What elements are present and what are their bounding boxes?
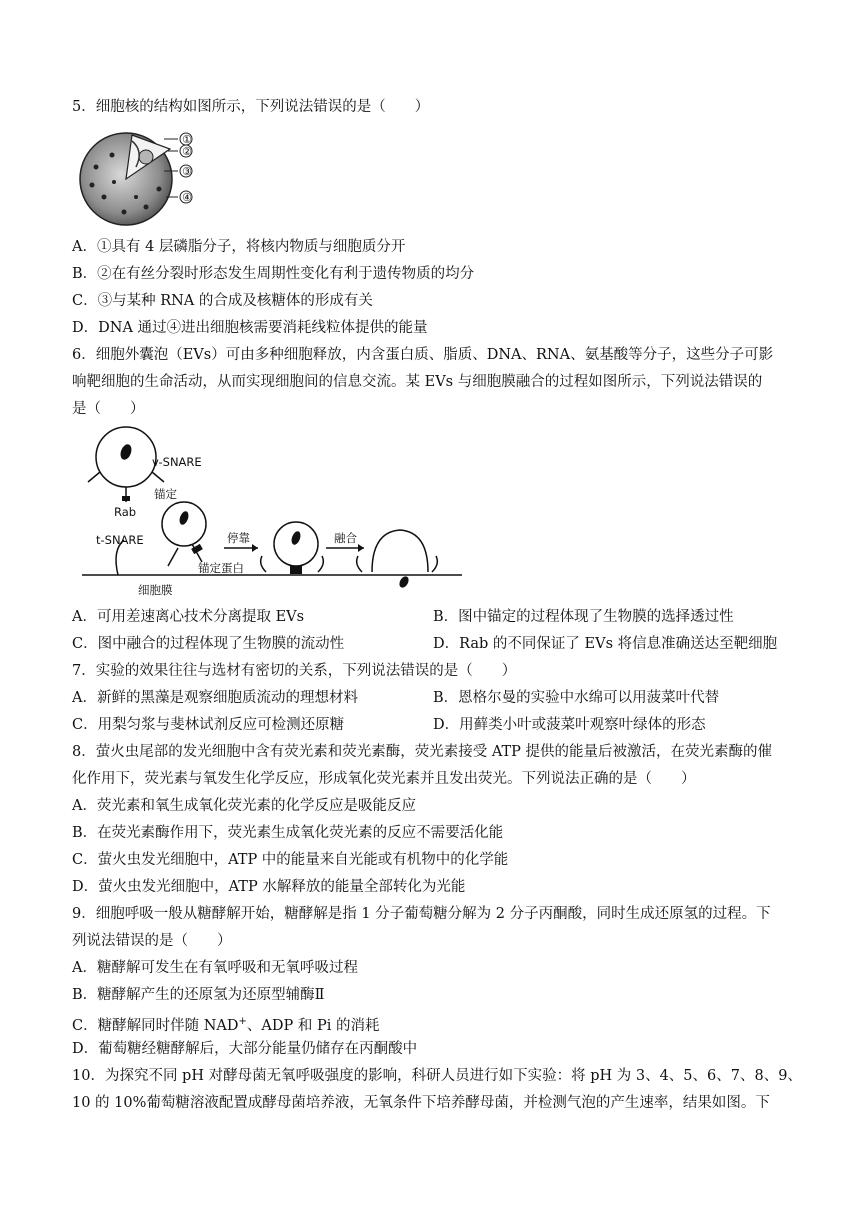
q9-option-a: A．糖酵解可发生在有氧呼吸和无氧呼吸过程	[72, 960, 358, 976]
dock-label: 停靠	[227, 531, 250, 545]
q6-option-b: B．图中锚定的过程体现了生物膜的选择透过性	[433, 609, 734, 625]
q5-option-d: D．DNA 通过④进出细胞核需要消耗线粒体提供的能量	[72, 320, 428, 336]
evs-fusion-figure	[82, 422, 482, 602]
q8-stem-line-2: 化作用下，荧光素与氧发生化学反应，形成氧化荧光素并且发出荧光。下列说法正确的是（ ）	[72, 771, 696, 787]
q5-option-a: A．①具有 4 层磷脂分子，将核内物质与细胞质分开	[72, 239, 406, 255]
rab-label: Rab	[114, 505, 137, 519]
label-3: ③	[182, 165, 192, 178]
nucleus-figure	[74, 127, 204, 227]
q6-stem-line-3: 是（ ）	[72, 401, 145, 417]
q5-option-c: C．③与某种 RNA 的合成及核糖体的形成有关	[72, 293, 373, 309]
fusion-label: 融合	[334, 531, 357, 545]
nucleolus	[139, 150, 153, 164]
q6-stem-line-1: 6．细胞外囊泡（EVs）可由多种细胞释放，内含蛋白质、脂质、DNA、RNA、氨基酸等分子，这些分子可影	[72, 347, 774, 363]
q5-option-b: B．②在有丝分裂时形态发生周期性变化有利于遗传物质的均分	[72, 266, 475, 282]
q10-stem-line-1: 10．为探究不同 pH 对酵母菌无氧呼吸强度的影响，科研人员进行如下实验：将 pH 为 3、4、5、6、7、8、9、	[72, 1068, 802, 1084]
q7-option-b: B．恩格尔曼的实验中水绵可以用菠菜叶代替	[433, 690, 720, 706]
q5-stem: 5．细胞核的结构如图所示，下列说法错误的是（ ）	[72, 99, 430, 115]
label-4: ④	[182, 191, 192, 204]
q9-stem-line-2: 列说法错误的是（ ）	[72, 933, 232, 949]
v-snare-label: v-SNARE	[152, 455, 202, 469]
anchor-protein-label: 锚定蛋白	[198, 561, 244, 575]
anchor-label: 锚定	[154, 487, 177, 501]
q9-option-c-pre: C．糖酵解同时伴随 NAD	[72, 1017, 239, 1034]
q9-option-b: B．糖酵解产生的还原氢为还原型辅酶Ⅱ	[72, 987, 325, 1003]
q9-option-c	[72, 1012, 379, 1036]
membrane-label: 细胞膜	[138, 583, 173, 597]
q9-option-c-post: 、ADP 和 Pi 的消耗	[246, 1017, 380, 1034]
label-2: ②	[182, 145, 192, 158]
q6-option-a: A．可用差速离心技术分离提取 EVs	[72, 609, 305, 625]
q7-stem: 7．实验的效果往往与选材有密切的关系，下列说法错误的是（ ）	[72, 663, 517, 679]
q7-option-a: A．新鲜的黑藻是观察细胞质流动的理想材料	[72, 690, 358, 706]
q8-option-c: C．萤火虫发光细胞中，ATP 中的能量来自光能或有机物中的化学能	[72, 852, 509, 868]
q9-option-c-sup: +	[238, 1016, 247, 1027]
label-1: ①	[182, 133, 192, 146]
q6-option-c: C．图中融合的过程体现了生物膜的流动性	[72, 636, 345, 652]
q7-option-c: C．用梨匀浆与斐林试剂反应可检测还原糖	[72, 717, 345, 733]
q6-option-d: D．Rab 的不同保证了 EVs 将信息准确送达至靶细胞	[433, 636, 778, 652]
q8-option-d: D．萤火虫发光细胞中，ATP 水解释放的能量全部转化为光能	[72, 879, 466, 895]
t-snare-label: t-SNARE	[96, 533, 144, 547]
q9-stem-line-1: 9．细胞呼吸一般从糖酵解开始，糖酵解是指 1 分子葡萄糖分解为 2 分子丙酮酸，同时生成还原氢的过程。下	[72, 906, 771, 922]
q10-stem-line-2: 10 的 10%葡萄糖溶液配置成酵母菌培养液，无氧条件下培养酵母菌，并检测气泡的产生速率，结果如图。下	[72, 1095, 770, 1111]
q8-option-a: A．荧光素和氧生成氧化荧光素的化学反应是吸能反应	[72, 798, 416, 814]
q7-option-d: D．用藓类小叶或菠菜叶观察叶绿体的形态	[433, 717, 706, 733]
q6-stem-line-2: 响靶细胞的生命活动，从而实现细胞间的信息交流。某 EVs 与细胞膜融合的过程如图所示，下列说法错误的	[72, 374, 763, 390]
q8-option-b: B．在荧光素酶作用下，荧光素生成氧化荧光素的反应不需要活化能	[72, 825, 504, 841]
q8-stem-line-1: 8．萤火虫尾部的发光细胞中含有荧光素和荧光素酶，荧光素接受 ATP 提供的能量后被激活，在荧光素酶的催	[72, 744, 773, 760]
q9-option-d: D．葡萄糖经糖酵解后，大部分能量仍储存在丙酮酸中	[72, 1041, 418, 1057]
